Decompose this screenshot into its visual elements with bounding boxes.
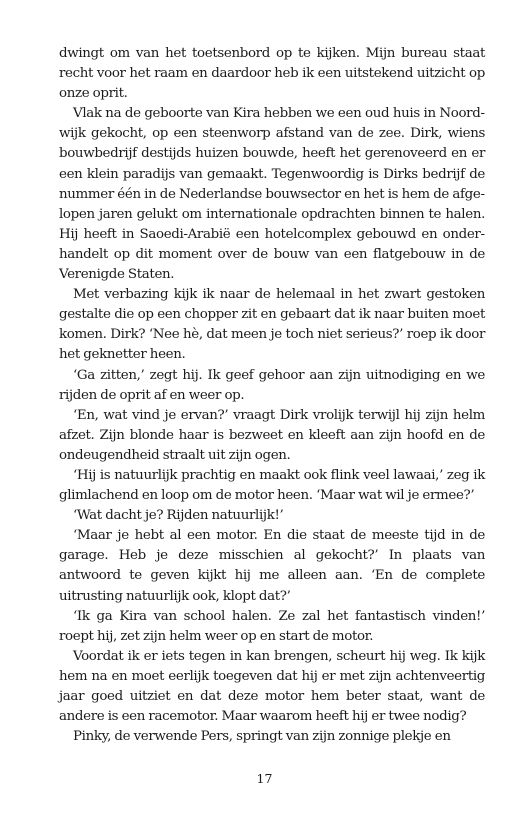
paragraph: Met verbazing kijk ik naar de helemaal in het zwart gestoken gestalte die op een chopper zit en gebaart dat ik naar buiten moet komen. Dirk? ‘Nee hè, dat meen je toch niet serieus?’ roep ik door het geknetter heen. [59, 287, 485, 363]
paragraph: Pinky, de verwende Pers, springt van zijn zonnige plekje en [73, 729, 451, 745]
paragraph: ‘En, wat vind je ervan?’ vraagt Dirk vrolijk terwijl hij zijn helm afzet. Zijn blonde haar is bezweet en kleeft aan zijn hoofd en de ondeugendheid straalt uit zijn ogen. [59, 407, 485, 463]
paragraph: dwingt om van het toetsenbord op te kijken. Mijn bureau staat recht voor het raam en daardoor heb ik een uitstekend uitzicht op onze oprit. [59, 46, 485, 102]
paragraph: ‘Wat dacht je? Rijden natuurlijk!’ [73, 508, 284, 524]
paragraph: ‘Maar je hebt al een motor. En die staat de meeste tijd in de garage. Heb je deze misschien al gekocht?’ In plaats van antwoord te geven kijkt hij me alleen aan. ‘En de complete uitrusting natuurlijk ook, klopt dat?’ [59, 528, 485, 604]
page-number: 17 [256, 771, 273, 786]
paragraph: Voordat ik er iets tegen in kan brengen, scheurt hij weg. Ik kijk hem na en moet eerlijk toegeven dat hij er met zijn achtenveertig jaar goed uitziet en dat deze motor hem beter staat, want de andere is een racemotor. Maar waarom heeft hij er twee nodig? [59, 648, 485, 725]
body-text [59, 44, 485, 747]
paragraph: Vlak na de geboorte van Kira hebben we een oud huis in Noordwijk gekocht, op een steenworp afstand van de zee. Dirk, wiens bouwbedrijf destijds huizen bouwde, heeft het gerenoveerd en er een klein paradijs van gemaakt. Tegenwoordig is Dirks bedrijf de nummer één in de Nederlandse bouwsector en het is hem de afgelopen jaren gelukt om internationale opdrachten binnen te halen. Hij heeft in Saoedi-Arabië een hotelcomplex gebouwd en onderhandelt op dit moment over de bouw van een flatgebouw in de Verenigde Staten. [59, 106, 485, 283]
paragraph: ‘Ik ga Kira van school halen. Ze zal het fantastisch vinden!’ roept hij, zet zijn helm weer op en start de motor. [59, 608, 485, 644]
paragraph: ‘Hij is natuurlijk prachtig en maakt ook flink veel lawaai,’ zeg ik glimlachend en loop om de motor heen. ‘Maar wat wil je ermee?’ [59, 467, 485, 504]
paragraph: ‘Ga zitten,’ zegt hij. Ik geef gehoor aan zijn uitnodiging en we rijden de oprit af en weer op. [59, 367, 485, 403]
